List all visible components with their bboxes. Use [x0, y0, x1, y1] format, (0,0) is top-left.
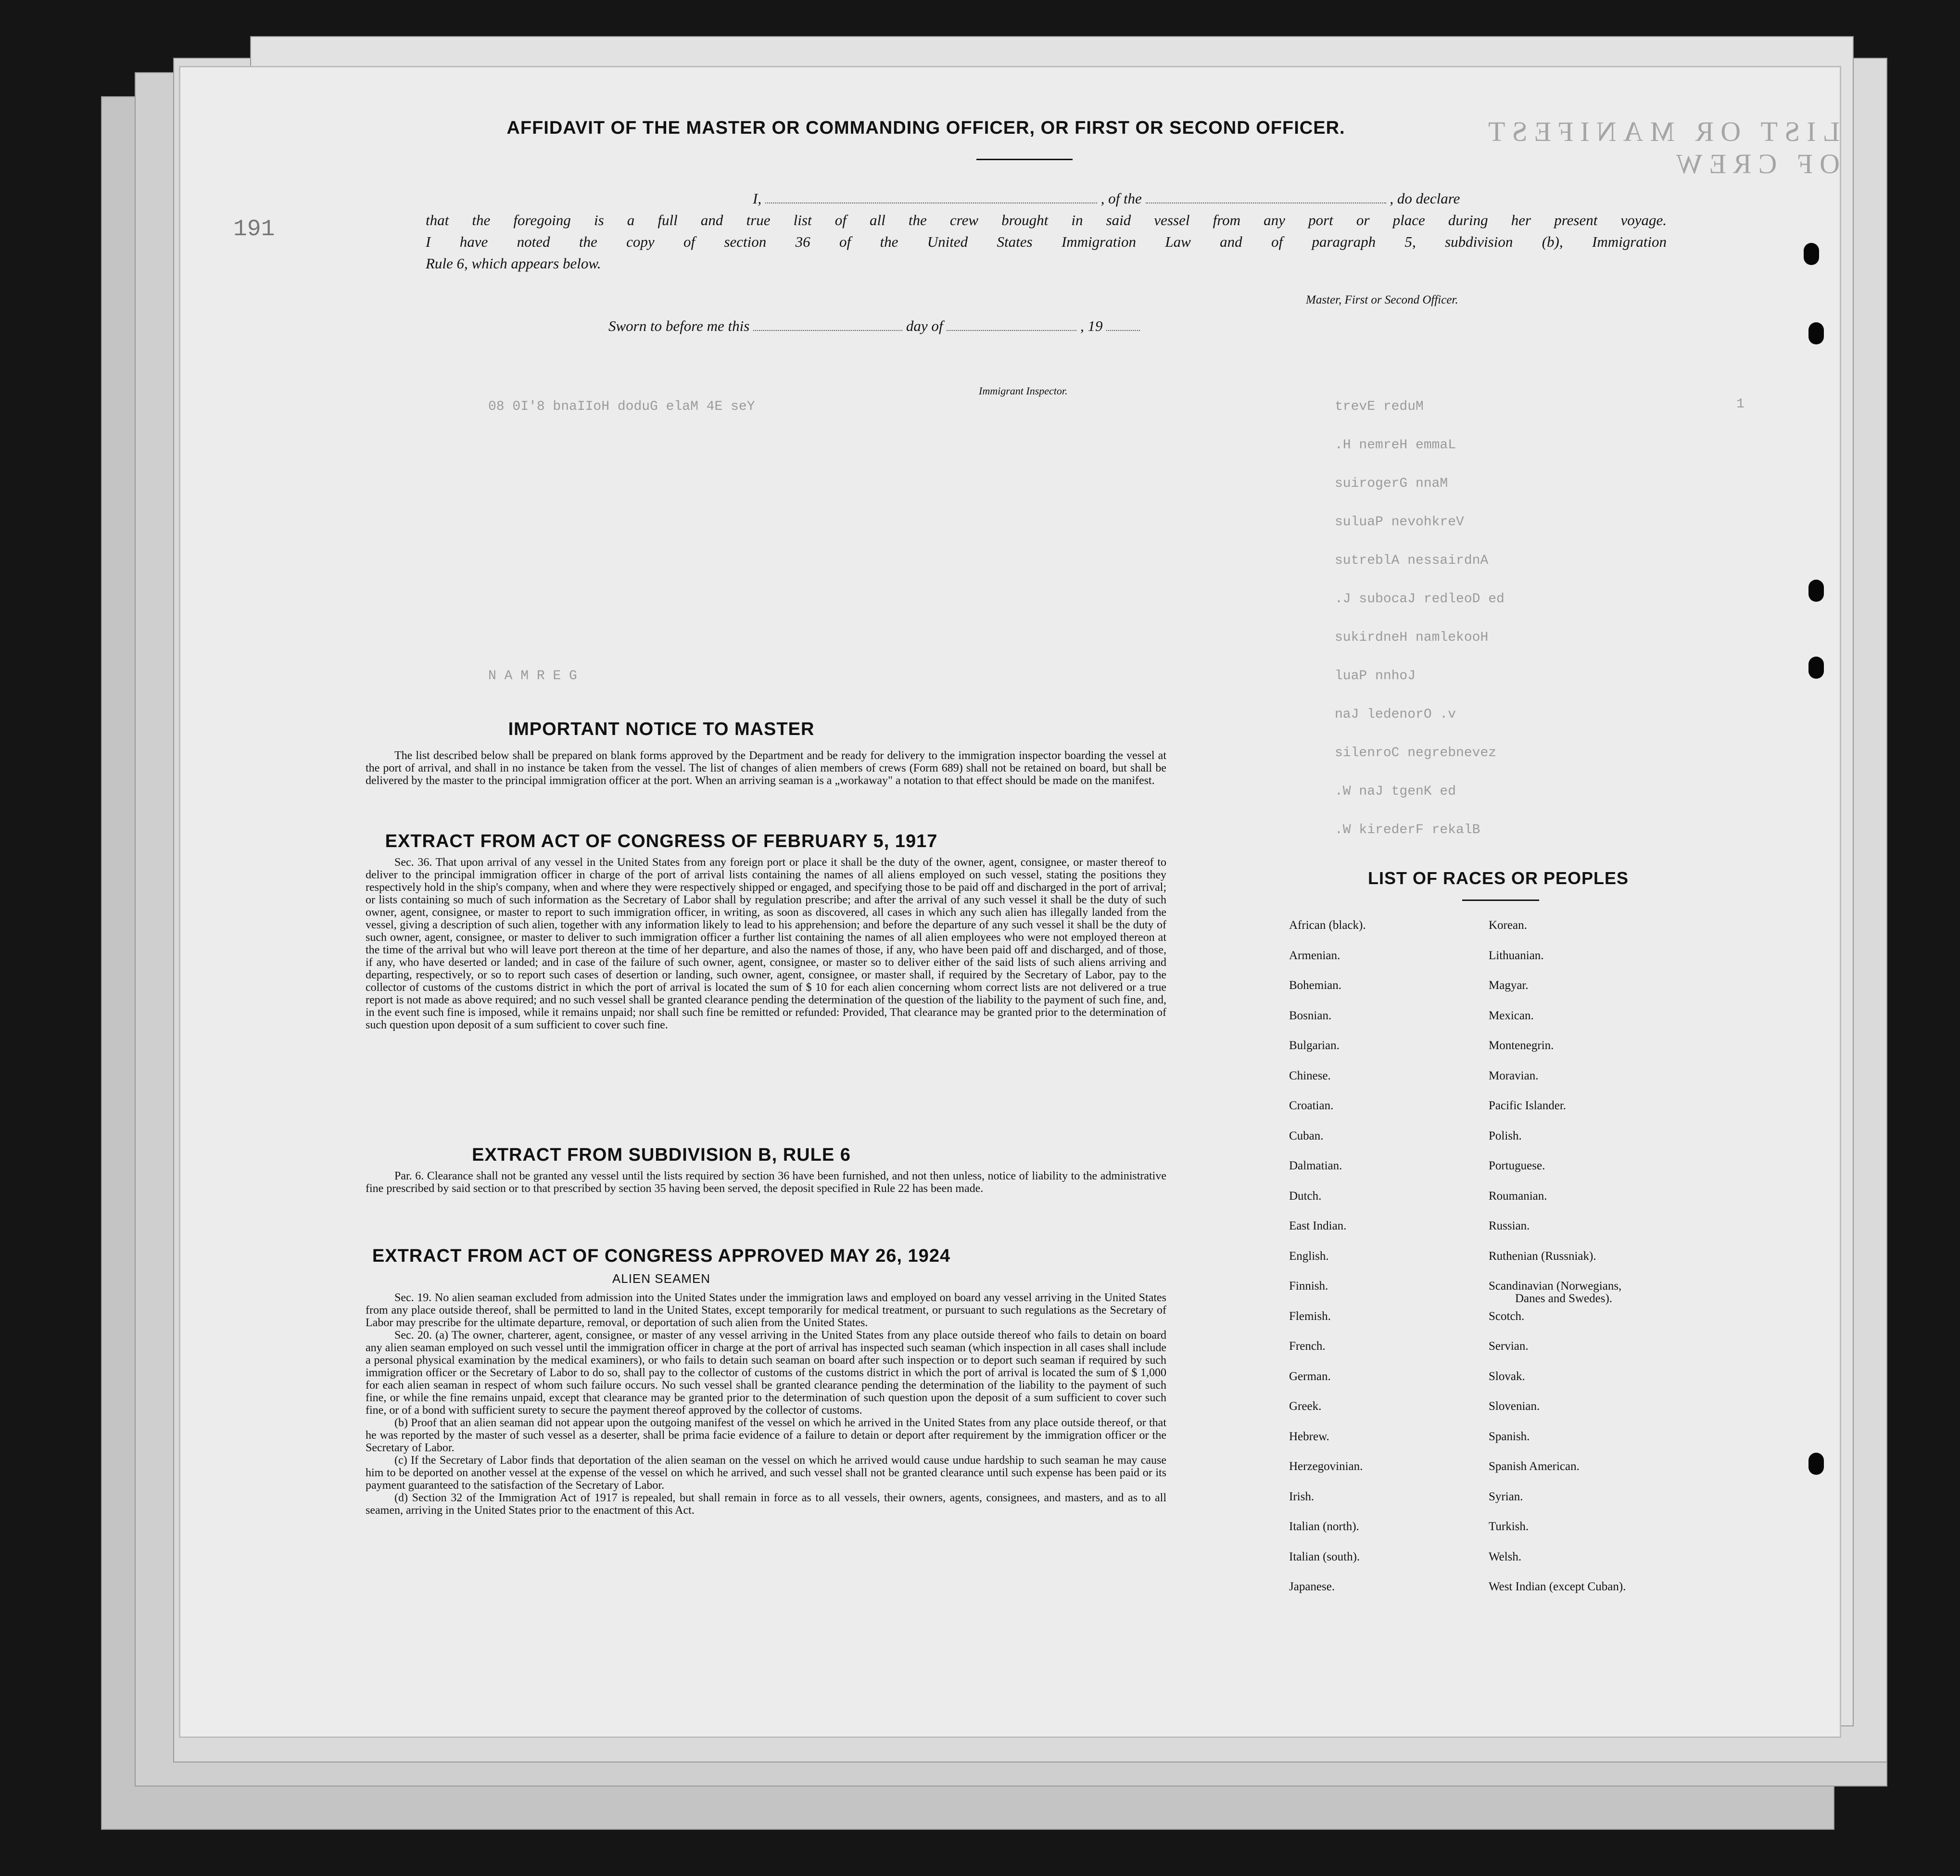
race-entry: Irish. [1289, 1490, 1315, 1503]
race-entry: Finnish. [1289, 1280, 1328, 1293]
race-entry: Roumanian. [1489, 1189, 1547, 1203]
race-entry: Russian. [1489, 1219, 1530, 1232]
race-entry: Hebrew. [1289, 1430, 1329, 1443]
race-entry: Slovak. [1489, 1369, 1525, 1383]
race-entry: Bohemian. [1289, 979, 1342, 992]
race-entry: Bosnian. [1289, 1009, 1332, 1022]
bleed-through-row: suirogerG nnaM [1335, 476, 1448, 491]
race-entry: Italian (south). [1289, 1550, 1360, 1563]
race-entry: Lithuanian. [1489, 949, 1544, 962]
race-entry: Turkish. [1489, 1520, 1529, 1533]
affidavit-title: AFFIDAVIT OF THE MASTER OR COMMANDING OFFICER, OR FIRST OR SECOND OFFICER. [506, 118, 1345, 138]
document-page [180, 67, 1840, 1737]
notice-paragraph: The list described below shall be prepared on blank forms approved by the Department and be ready for delivery to the immigration inspector boarding the vessel at the port of arrival, and shall in no instance be taken from the vessel. The list of changes of alien members of crews (Form 689) shall not be retained on board, but shall be delivered by the master to the principal immigration officer at the port. When an arriving seaman is a „workaway" a notation to that effect should be made on the manifest. [366, 749, 1166, 787]
section-20b-paragraph: (b) Proof that an alien seaman did not appear upon the outgoing manifest of the vessel on which he arrived in the United States from any place outside thereof, or that he was reported by the master of such vessel as a deserter, shall be prima facie evidence of a failure to detain or deport after requirement by the immigration officer or the Secretary of Labor. [366, 1417, 1166, 1454]
affidavit-line-4: Rule 6, which appears below. [426, 255, 601, 272]
race-entry: Scandinavian (Norwegians, [1489, 1280, 1622, 1293]
extract-1917-title: EXTRACT FROM ACT OF CONGRESS OF FEBRUARY 5, 1917 [385, 831, 938, 851]
year-blank [1106, 318, 1140, 331]
affidavit-of-the: , of the [1100, 190, 1142, 207]
race-entry: Cuban. [1289, 1129, 1324, 1142]
extract-1917-text [366, 856, 1166, 1031]
bleed-through-row: suluaP nevohkreV [1335, 515, 1464, 530]
notice-text [366, 749, 1166, 787]
affidavit-line-2: that the foregoing is a full and true list of all the crew brought in said vessel from any port or place during her present voyage. [426, 212, 1667, 228]
affidavit-declaration-line [426, 190, 1647, 207]
race-entry: Greek. [1289, 1400, 1322, 1413]
bleed-through-row: 08 0I'8 bnaIIoH doduG elaM 4E seY [488, 399, 755, 414]
binder-hole [1808, 322, 1824, 344]
name-blank [765, 191, 1097, 203]
bleed-through-row: silenroC negrebnevez [1335, 746, 1497, 761]
race-entry: Italian (north). [1289, 1520, 1359, 1533]
race-entry: Dalmatian. [1289, 1159, 1342, 1172]
race-entry: African (black). [1289, 919, 1366, 932]
affidavit-declare: , do declare [1390, 190, 1460, 207]
affidavit-i: I, [753, 190, 762, 207]
race-entry: Chinese. [1289, 1069, 1331, 1082]
vessel-blank [1146, 191, 1386, 203]
sworn-day-blank [753, 318, 902, 331]
master-signature-label: Master, First or Second Officer. [1306, 293, 1458, 306]
bleed-through-row: naJ ledenorO .v [1335, 707, 1456, 722]
race-entry: Slovenian. [1489, 1400, 1540, 1413]
race-entry: English. [1289, 1249, 1329, 1263]
alien-seamen-subtitle: ALIEN SEAMEN [612, 1271, 711, 1286]
section-20c-paragraph: (c) If the Secretary of Labor finds that deportation of the alien seaman on the vessel on which he arrived would cause undue hardship to such seaman he may cause him to be deported on another vessel at the expense of the vessel on which he arrived, and such vessel shall not be granted clearance until such expense has been paid or its payment guaranteed to the satisfaction of the Secretary of Labor. [366, 1454, 1166, 1492]
bleed-through-row: .H nemreH emmaL [1335, 438, 1456, 453]
sworn-label: Sworn to before me this [608, 317, 750, 334]
race-entry: Dutch. [1289, 1189, 1322, 1203]
extract-rule6-title: EXTRACT FROM SUBDIVISION B, RULE 6 [472, 1145, 851, 1165]
extract-1924-title: EXTRACT FROM ACT OF CONGRESS APPROVED MAY 26, 1924 [372, 1246, 951, 1266]
bleed-through-row: 1 [1736, 397, 1745, 412]
affidavit-line-3: I have noted the copy of section 36 of the United States Immigration Law and of paragraph 5, subdivision (b), Immigration [426, 233, 1667, 250]
bleed-through-row: luaP nnhoJ [1335, 669, 1416, 684]
section-20a-paragraph: Sec. 20. (a) The owner, charterer, agent, consignee, or master of any vessel arriving in the United States from any place outside thereof who fails to detain on board any alien seaman employed on such vessel until the immigration officer in charge at the port of arrival has inspected such seaman (which inspection in all cases shall include a personal physical examination by the medical examiners), or who fails to detain such seaman on board after such inspection or to deport such seaman if required by such immigration officer or the Secretary of Labor to do so, shall pay to the collector of customs of the customs district in which the port of arrival is located the sum of $ 1,000 for each alien seaman in respect of whom such failure occurs. No such vessel shall be granted clearance pending the determination of the liability to the payment of such fine, or while the fine remains unpaid, except that clearance may be granted prior to the determination of such question upon the deposit of a sum sufficient to cover such fine, or of a bond with sufficient surety to secure the payment thereof approved by the collector of customs. [366, 1329, 1166, 1417]
extract-1924-text [366, 1292, 1166, 1517]
race-entry: Spanish American. [1489, 1460, 1580, 1473]
bleed-through-row: .W naJ tgenK ed [1335, 784, 1456, 799]
margin-page-number: 191 [233, 216, 275, 242]
race-entry: West Indian (except Cuban). [1489, 1580, 1626, 1593]
paragraph-6: Par. 6. Clearance shall not be granted any vessel until the lists required by section 36 have been furnished, and not then unless, notice of liability to the administrative fine prescribed by said section or to that prescribed by section 35 having been served, the deposit specified in Rule 22 has been made. [366, 1170, 1166, 1195]
race-entry: Scotch. [1489, 1309, 1525, 1323]
races-title: LIST OF RACES OR PEOPLES [1367, 868, 1629, 888]
race-entry: Flemish. [1289, 1309, 1331, 1323]
bleed-through-row: N A M R E G [488, 669, 577, 684]
race-entry: Spanish. [1489, 1430, 1530, 1443]
race-entry: Mexican. [1489, 1009, 1534, 1022]
section-19-paragraph: Sec. 19. No alien seaman excluded from admission into the United States under the immigration laws and employed on board any vessel arriving in the United States from any place outside thereof, shall be permitted to land in the United States, except temporarily for medical treatment, or pursuant to such regulations as the Secretary of Labor may prescribe for the ultimate departure, removal, or deportation of such alien from the United States. [366, 1292, 1166, 1329]
bleed-through-title: LIST OR MANIFEST OF CREW [1482, 116, 1840, 179]
race-entry: Ruthenian (Russniak). [1489, 1249, 1596, 1263]
race-entry: Danes and Swedes). [1515, 1292, 1613, 1305]
race-entry: Polish. [1489, 1129, 1522, 1142]
bleed-through-row: .J subocaJ redleoD ed [1335, 592, 1505, 607]
race-entry: Servian. [1489, 1340, 1529, 1353]
race-entry: Pacific Islander. [1489, 1099, 1567, 1112]
bleed-through-row: sutreblA nessairdnA [1335, 553, 1489, 568]
bleed-through-row: .W kirederF rekalB [1335, 823, 1480, 837]
race-entry: Welsh. [1489, 1550, 1522, 1563]
race-entry: Herzegovinian. [1289, 1460, 1363, 1473]
race-entry: Portuguese. [1489, 1159, 1545, 1172]
race-entry: Korean. [1489, 919, 1527, 932]
race-entry: Armenian. [1289, 949, 1340, 962]
year-label: , 19 [1080, 317, 1103, 334]
race-entry: Bulgarian. [1289, 1039, 1340, 1052]
sworn-line [608, 317, 1378, 335]
notice-title: IMPORTANT NOTICE TO MASTER [508, 719, 815, 739]
section-36-paragraph: Sec. 36. That upon arrival of any vessel in the United States from any foreign port or place it shall be the duty of the owner, agent, consignee, or master thereof to deliver to the principal immigration officer in charge of the port of arrival lists containing the names of all aliens employed on such vessel, stating the positions they respectively hold in the ship's company, when and where they were respectively shipped or engaged, and specifying those to be paid off and discharged in the port of arrival; or lists containing so much of such information as the Secretary of Labor shall by regulation prescribe; and after the arrival of any such vessel it shall be the duty of such owner, agent, consignee, or master to report to such immigration officer, in writing, as soon as discovered, all cases in which any such alien has illegally landed from the vessel, giving a description of such alien, together with any information likely to lead to his apprehension; and before the departure of any such vessel it shall be the duty of such owner, agent, consignee, or master to deliver to such immigration officer a further list containing the names of all alien employees who were not employed thereon at the time of the arrival but who will leave port thereon at the time of her departure, and also the names of those, if any, who have been paid off and discharged, and of those, if any, who have deserted or landed; and in case of the failure of such owner, agent, consignee, or master so to deliver either of the said lists of such aliens arriving and departing, respectively, or so to report such cases of desertion or landing, such owner, agent, consignee, or master shall, if required by the Secretary of Labor, pay to the collector of customs of the customs district in which the port of arrival is located the sum of $ 10 for each alien concerning whom correct lists are not delivered or a true report is not made as above required; and no such vessel shall be granted clearance pending the determination of the question of the liability to the payment of such fine, and, in the event such fine is imposed, while it remains unpaid; nor shall such fine be remitted or refunded: Provided, That clearance may be granted prior to the determination of such question upon deposit of a sum sufficient to cover such fine. [366, 856, 1166, 1031]
race-entry: Moravian. [1489, 1069, 1539, 1082]
race-entry: Magyar. [1489, 979, 1529, 992]
day-of-label: day of [906, 317, 943, 334]
binder-hole [1808, 1453, 1824, 1475]
bleed-through-row: sukirdneH namlekooH [1335, 630, 1489, 645]
inspector-label: Immigrant Inspector. [979, 385, 1068, 397]
bleed-through-row: trevE reduM [1335, 399, 1424, 414]
race-entry: Croatian. [1289, 1099, 1334, 1112]
race-entry: Montenegrin. [1489, 1039, 1554, 1052]
binder-hole [1804, 243, 1819, 265]
race-entry: Syrian. [1489, 1490, 1523, 1503]
extract-rule6-text [366, 1170, 1166, 1195]
race-entry: Japanese. [1289, 1580, 1335, 1593]
races-rule [1462, 900, 1539, 901]
race-entry: East Indian. [1289, 1219, 1347, 1232]
binder-hole [1808, 580, 1824, 602]
title-rule [976, 159, 1073, 160]
race-entry: French. [1289, 1340, 1326, 1353]
binder-hole [1808, 657, 1824, 679]
section-20d-paragraph: (d) Section 32 of the Immigration Act of 1917 is repealed, but shall remain in force as to all vessels, their owners, agents, consignees, and masters, and as to all seamen, arriving in the United States prior to the enactment of this Act. [366, 1492, 1166, 1517]
race-entry: German. [1289, 1369, 1331, 1383]
month-blank [947, 318, 1076, 331]
